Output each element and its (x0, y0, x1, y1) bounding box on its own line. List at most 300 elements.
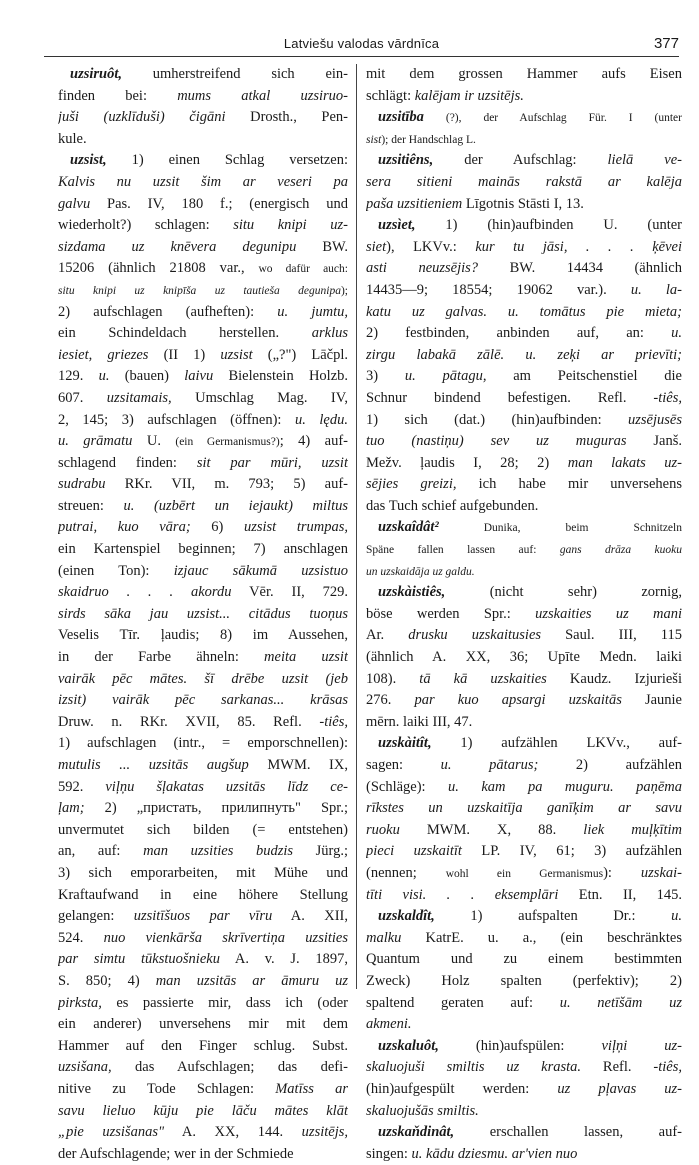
example-text: tīti visi. . . eksemplāri (366, 886, 559, 903)
definition-text: LP. IV, 61; 3) aufzählen (461, 843, 682, 860)
example-text: lielā ve- (607, 152, 682, 169)
example-text: rīkstes un uzskaitīja ganīķim ar savu (366, 800, 682, 817)
example-text: situ knipi uz- (233, 217, 348, 234)
text-line (366, 215, 682, 237)
example-text: u. kam pa muguru. paņēma (448, 778, 682, 795)
example-text: -tiês, (653, 389, 682, 406)
example-text: sējies greizi, (366, 476, 457, 493)
example-text: nuo vienkārša skrīvertiņa uzsities (103, 929, 348, 946)
definition-text: 1) (hin)aufbinden U. (unter (415, 217, 682, 234)
right-column (366, 64, 682, 1165)
text-line (366, 1122, 682, 1144)
definition-text: Späne fallen lassen auf: (366, 544, 560, 557)
example-text: zirgu labakā zālē. u. zeķi ar prievīti; (366, 346, 682, 363)
definition-text: 2) aufschlagen (aufheften): (58, 303, 278, 320)
text-line (58, 1036, 348, 1058)
text-line (58, 1057, 348, 1079)
example-text: skaidruo . . . akordu (58, 584, 232, 601)
example-text: uzskai- (640, 864, 682, 881)
text-line (366, 388, 682, 410)
definition-text: singen: (366, 1145, 412, 1162)
definition-text: böse werden Spr.: (366, 605, 536, 622)
text-line (366, 949, 682, 971)
definition-text: Saul. III, 115 (541, 627, 682, 644)
text-line (366, 107, 682, 129)
definition-text: Jaunie (621, 692, 682, 709)
headword: uzsiruôt, (70, 66, 122, 82)
definition-text: Vēr. II, 729. (231, 584, 348, 601)
example-text: u. (98, 368, 110, 385)
example-text: vairāk pēc mātes. šī drēbe uzsit (jeb (58, 670, 348, 687)
text-line (366, 820, 682, 842)
definition-text: MWM. X, 88. (399, 821, 584, 838)
text-line (366, 237, 682, 259)
headword: uzsitiêns, (378, 152, 434, 169)
text-line (366, 150, 682, 172)
definition-text: ), LKVv.: (386, 238, 476, 255)
text-line (366, 647, 682, 669)
text-line (58, 1122, 348, 1144)
definition-text: Bielenstein Holzb. (213, 368, 348, 385)
example-text: tuo (nastiņu) sev uz muguras (366, 433, 627, 450)
text-line (366, 690, 682, 712)
definition-text: (?), der Aufschlag Für. I (unter (423, 112, 682, 125)
text-line (366, 453, 682, 475)
example-text: drusku uzskaitusies (408, 627, 542, 644)
text-line (366, 928, 682, 950)
example-text: Kalvis nu uzsit šim ar veseri pa (58, 173, 348, 190)
example-text: viļņi uz- (601, 1037, 682, 1054)
text-line (58, 258, 348, 280)
text-line (58, 194, 348, 216)
definition-text: 2) aufzählen (538, 757, 682, 773)
text-line (58, 798, 348, 820)
definition-text: KatrE. u. a., (ein beschränktes (401, 929, 682, 946)
definition-text: A. XX, 144. (164, 1124, 302, 1141)
example-text: mums atkal uzsiruo- (177, 87, 348, 104)
example-text: u. (671, 325, 682, 342)
text-line (58, 582, 348, 604)
definition-text: Ar. (366, 627, 409, 644)
definition-text: erschallen lassen, auf- (454, 1124, 682, 1141)
text-line (366, 669, 682, 691)
example-text: sudrabu (58, 476, 106, 493)
text-line (58, 215, 348, 237)
text-line (58, 993, 348, 1015)
text-line (58, 971, 348, 993)
definition-text: mērn. laiki III, 47. (366, 713, 473, 730)
example-text: un uzskaidāja uz galdu. (366, 565, 475, 578)
definition-text: sagen: (366, 757, 441, 773)
example-text: u. netīšām uz (559, 994, 682, 1011)
definition-text: Schnur bindend befestigen. Refl. (366, 389, 654, 406)
definition-text: ein Schindeldach herstellen. (58, 325, 312, 342)
example-text: u. lędu. (294, 411, 348, 428)
text-line (366, 993, 682, 1015)
text-line (366, 517, 682, 539)
text-line (58, 604, 348, 626)
text-line (58, 690, 348, 712)
example-text: uzsējusēs (628, 411, 682, 428)
example-text: man uzsitās ar āmuru uz (155, 972, 348, 989)
headword: uzskàitît, (378, 735, 432, 752)
definition-text: Drosth., Pen- (225, 109, 348, 126)
text-line (58, 820, 348, 842)
text-line (58, 280, 348, 302)
text-line (366, 582, 682, 604)
text-line (58, 1079, 348, 1101)
definition-text: 2) festbinden, anbinden auf, an: (366, 325, 672, 342)
definition-text: mit dem grossen Hammer aufs Eisen (366, 66, 682, 82)
text-line (58, 647, 348, 669)
example-text: -tiês, (319, 713, 348, 730)
definition-text: A. XII, (272, 908, 348, 925)
text-line (366, 345, 682, 367)
text-line (366, 733, 682, 755)
example-text: sit par mūri, uzsit (196, 454, 348, 471)
example-text: uzsitīšuos par vīru (133, 908, 273, 925)
text-line (58, 625, 348, 647)
definition-text: kule. (58, 130, 87, 147)
definition-text: Janš. (626, 433, 682, 450)
definition-text: S. 850; 4) (58, 972, 156, 989)
definition-text: ; 4) auf- (279, 433, 348, 450)
definition-text: (hin)aufgespült werden: (366, 1080, 558, 1097)
example-text: laivu (184, 368, 214, 385)
definition-text: ein Kartenspiel beginnen; 7) anschlagen (58, 541, 348, 558)
definition-text: RKr. VII, m. 793; 5) auf- (105, 476, 348, 493)
definition-text: Zweck) Holz spalten (perfektiv); 2) (366, 972, 682, 989)
definition-text: am Peitschenstiel die (486, 368, 682, 385)
definition-text: es passierte mir, dass ich (oder (101, 994, 348, 1011)
definition-text: 108). (366, 670, 420, 687)
definition-text: schlagend finden: (58, 454, 197, 471)
example-text: par simtu tūkstuošnieku (58, 951, 220, 968)
example-text: u. (uzbērt un iejaukt) miltus (123, 497, 348, 514)
definition-text: 1) aufzählen LKVv., auf- (431, 735, 682, 752)
text-line (58, 64, 348, 86)
text-line (58, 733, 348, 755)
example-text: mutulis ... uzsitās augšup (58, 757, 249, 773)
example-text: u. la- (630, 281, 682, 298)
text-line (58, 906, 348, 928)
text-line (58, 366, 348, 388)
text-line (58, 86, 348, 108)
definition-text: U. (132, 433, 176, 450)
example-text: liek muļķītim (583, 821, 682, 838)
text-line (58, 669, 348, 691)
left-column (58, 64, 348, 1165)
definition-text: wo dafür auch: (258, 263, 348, 276)
definition-text: ); der Handschlag L. (381, 133, 476, 146)
definition-text: 6) (190, 519, 244, 536)
text-line (366, 366, 682, 388)
example-text: u. (671, 908, 682, 925)
definition-text: (bauen) (109, 368, 185, 385)
definition-text: ein anderer) unversehens mir mit dem (58, 1016, 348, 1033)
example-text: sirds sāka jau uzsist... citādus tuoņus (58, 605, 348, 622)
example-text: skaluojuši smiltis uz krasta. (366, 1059, 582, 1076)
example-text: uzsist trumpas, (243, 519, 348, 536)
definition-text: Pas. IV, 180 f.; (energisch und (90, 195, 348, 212)
definition-text: (Schläge): (366, 778, 449, 795)
example-text: putrai, kuo vāra; (58, 519, 191, 536)
definition-text: Jürg.; (293, 843, 348, 860)
headword: uzsìet, (378, 217, 416, 234)
text-line (366, 841, 682, 863)
example-text: izsit) vairāk pēc sarkanas... krāsas (58, 692, 348, 709)
text-line (58, 1101, 348, 1123)
definition-text: (ein Germanismus?) (175, 436, 280, 449)
example-text: katu uz galvas. u. tomātus pie mieta; (366, 303, 682, 320)
text-line (58, 302, 348, 324)
definition-text: BW. (296, 238, 348, 255)
text-line (58, 928, 348, 950)
definition-text: 1) einen Schlag versetzen: (106, 152, 348, 169)
definition-text: 607. (58, 389, 107, 406)
example-text: siet (366, 238, 387, 255)
text-line (58, 237, 348, 259)
definition-text: (nicht sehr) zornig, (445, 584, 682, 601)
definition-text: Mežv. ļaudis I, 28; 2) (366, 454, 568, 471)
definition-text: 1) aufspalten Dr.: (434, 908, 672, 925)
definition-text: Quantum und zu einem bestimmten (366, 951, 682, 968)
example-text: ļam; (58, 800, 85, 817)
example-text: Matīss ar (275, 1080, 348, 1097)
example-text: asti neuzsējis? (366, 260, 479, 277)
example-text: man uzsities budzis (143, 843, 294, 860)
text-line (58, 517, 348, 539)
definition-text: 15206 (ähnlich 21808 var., (58, 260, 259, 277)
example-text: sist (366, 133, 382, 146)
text-line (366, 1014, 682, 1036)
example-text: u. jumtu, (277, 303, 348, 320)
definition-text: das Tuch schief aufgebunden. (366, 497, 539, 514)
definition-text: (einen Ton): (58, 562, 174, 579)
text-line (366, 474, 682, 496)
text-line (58, 712, 348, 734)
definition-text: nitive zu Tode Schlagen: (58, 1080, 276, 1097)
definition-text: (ähnlich A. XX, 36; Upīte Medn. laiki (366, 649, 682, 666)
example-text: situ knipi uz knipīša uz tautieša degunipa (58, 284, 341, 297)
example-text: izjauc sākumā uzsistuo (173, 562, 348, 579)
headword: uzskaldît, (378, 908, 435, 925)
definition-text: 1) sich (dat.) (hin)aufbinden: (366, 411, 629, 428)
example-text: uzsišana, (58, 1059, 112, 1076)
example-text: uzskaities uz mani (535, 605, 682, 622)
text-line (366, 172, 682, 194)
definition-text: (nennen; (366, 864, 446, 881)
text-line (366, 258, 682, 280)
text-line (58, 388, 348, 410)
definition-text: („?") Lāčpl. (252, 346, 348, 363)
text-line (366, 625, 682, 647)
definition-text: gelangen: (58, 908, 134, 925)
text-line (366, 496, 682, 518)
example-text: uzsist (220, 346, 253, 363)
example-text: pirksta, (58, 994, 102, 1011)
example-text: man lakats uz- (567, 454, 682, 471)
text-line (58, 453, 348, 475)
text-line (58, 863, 348, 885)
column-divider (356, 64, 357, 989)
example-text: paša uzsitieniem (366, 195, 463, 212)
text-line (366, 1101, 682, 1123)
definition-text: (hin)aufspülen: (438, 1037, 602, 1054)
definition-text: 14435—9; 18554; 19062 var.). (366, 281, 631, 298)
definition-text: 3) (366, 368, 405, 385)
text-line (366, 410, 682, 432)
definition-text: spaltend geraten auf: (366, 994, 560, 1011)
definition-text: 276. (366, 692, 415, 709)
text-line (366, 712, 682, 734)
definition-text: umherstreifend sich ein- (122, 66, 348, 82)
definition-text: Etn. II, 145. (558, 886, 682, 903)
definition-text: an, auf: (58, 843, 144, 860)
running-head: Latviešu valodas vārdnīca (283, 36, 440, 51)
text-line (58, 885, 348, 907)
text-line (366, 1057, 682, 1079)
text-line (58, 150, 348, 172)
text-line (366, 194, 682, 216)
example-text: malku (366, 929, 402, 946)
definition-text: wiederholt?) schlagen: (58, 217, 234, 234)
text-line (366, 86, 682, 108)
definition-text: 1) aufschlagen (intr., = emporschnellen): (58, 735, 348, 752)
definition-text: in der Farbe ähneln: (58, 649, 265, 666)
definition-text: schlägt: (366, 87, 415, 104)
example-text: tā kā uzskaities (419, 670, 547, 687)
definition-text: 524. (58, 929, 104, 946)
text-line (58, 410, 348, 432)
example-text: galvu (58, 195, 91, 212)
example-text: sizdama uz knēvera degunipu (58, 238, 297, 255)
example-text: akmeni. (366, 1016, 412, 1033)
text-line (366, 64, 682, 86)
headword: uzsist, (70, 152, 107, 169)
definition-text: Druw. n. RKr. XVII, 85. Refl. (58, 713, 320, 730)
headword: uzsitība (378, 109, 424, 126)
text-line (58, 474, 348, 496)
example-text: u. pātarus; (440, 757, 539, 773)
definition-text: Dunika, beim Schnitzeln (438, 522, 682, 535)
headword: uzskaňdinât, (378, 1124, 455, 1141)
example-text: -tiês, (653, 1059, 682, 1076)
definition-text: Veselis Tīr. ļaudis; 8) im Aussehen, (58, 627, 348, 644)
text-line (366, 323, 682, 345)
example-text: iesiet, griezes (58, 346, 149, 363)
text-line (366, 798, 682, 820)
page-number: 377 (653, 35, 679, 52)
definition-text: ): (603, 864, 641, 881)
example-text: kur tu jāsi, . . . ķēvei (475, 238, 682, 255)
definition-text: Kaudz. Izjurieši (546, 670, 682, 687)
example-text: uz pļavas uz- (557, 1080, 682, 1097)
definition-text: 3) sich emporarbeiten, mit Mühe und (58, 864, 348, 881)
example-text: u. kādu dziesmu. ar'vien nuo (411, 1145, 578, 1162)
definition-text: Kraftaufwand in eine höhere Stellung (58, 886, 348, 903)
text-line (366, 539, 682, 561)
definition-text: A. v. J. 1897, (219, 951, 348, 968)
definition-text: Umschlag Mag. IV, (171, 389, 348, 406)
definition-text: Hammer auf den Finger schlug. Subst. (58, 1037, 348, 1054)
text-line (58, 1014, 348, 1036)
example-text: gans drāza kuoku (559, 544, 682, 557)
text-line (58, 949, 348, 971)
definition-text: ); (340, 284, 348, 297)
text-line (58, 345, 348, 367)
text-line (366, 1079, 682, 1101)
definition-text: der Aufschlagende; wer in der Schmiede (58, 1145, 294, 1162)
text-line (58, 777, 348, 799)
definition-text: finden bei: (58, 87, 178, 104)
definition-text: (II 1) (148, 346, 221, 363)
text-line (366, 755, 682, 777)
text-line (366, 604, 682, 626)
page-header (44, 32, 679, 57)
text-line (366, 971, 682, 993)
definition-text: 129. (58, 368, 99, 385)
headword: uzskàistiês, (378, 584, 446, 601)
example-text: uzsitējs, (301, 1124, 348, 1141)
definition-text: Refl. (581, 1059, 654, 1076)
text-line (366, 280, 682, 302)
example-text: u. pātagu, (404, 368, 487, 385)
example-text: viļņu šļakatas uzsitās līdz ce- (105, 778, 348, 795)
definition-text: MWM. IX, (248, 757, 348, 773)
definition-text: wohl ein Germanismus (445, 867, 604, 880)
text-line (366, 906, 682, 928)
definition-text: BW. 14434 (ähnlich (478, 260, 682, 277)
headword: uzskaîdât² (378, 519, 439, 536)
text-line (58, 129, 348, 151)
text-line (58, 755, 348, 777)
text-line (58, 172, 348, 194)
text-line (366, 777, 682, 799)
example-text: u. grāmatu (58, 433, 133, 450)
definition-text: ich habe mir unversehens (456, 476, 682, 493)
definition-text: 2, 145; 3) aufschlagen (öffnen): (58, 411, 295, 428)
example-text: pieci uzskaitīt (366, 843, 462, 860)
text-line (366, 1144, 682, 1165)
text-line (58, 841, 348, 863)
definition-text: 592. (58, 778, 106, 795)
example-text: „pie uzsišanas" (58, 1124, 165, 1141)
text-line (366, 885, 682, 907)
text-line (366, 431, 682, 453)
definition-text: Līgotnis Stāsti I, 13. (462, 195, 584, 212)
headword: uzskaluôt, (378, 1037, 439, 1054)
example-text: juši (uzklīduši) čigāni (58, 109, 226, 126)
text-line (366, 1036, 682, 1058)
text-line (366, 863, 682, 885)
text-line (58, 323, 348, 345)
example-text: arklus (311, 325, 348, 342)
text-line (58, 539, 348, 561)
example-text: sera sitieni mainās rakstā ar kalēja (366, 173, 682, 190)
example-text: skaluojušās smiltis. (366, 1102, 479, 1119)
text-line (58, 1144, 348, 1165)
text-line (366, 561, 682, 583)
example-text: meita uzsit (264, 649, 348, 666)
example-text: kalējam ir uzsitējs. (414, 87, 524, 104)
text-line (58, 107, 348, 129)
definition-text: 2) „пристать, прилипнуть" Spr.; (84, 800, 348, 817)
definition-text: streuen: (58, 497, 124, 514)
text-line (58, 431, 348, 453)
text-line (58, 561, 348, 583)
text-line (58, 496, 348, 518)
